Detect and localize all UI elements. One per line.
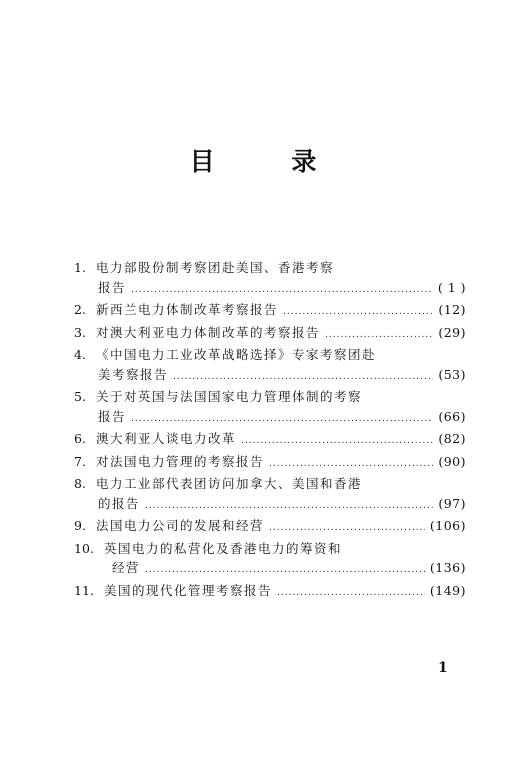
toc-entry-10-line-2[interactable] (74, 558, 466, 581)
toc-entry-title-continued: 报告 (98, 408, 127, 424)
leader-dots (277, 584, 425, 604)
toc-page-ref: (12) (438, 302, 466, 317)
leader-dots (325, 326, 433, 346)
toc-entry-10-line-1 (74, 539, 466, 559)
toc-entry-9[interactable] (74, 516, 466, 539)
toc-page-ref: (136) (429, 560, 466, 575)
page-number: 1 (438, 660, 448, 676)
toc-page-ref: (53) (438, 366, 466, 382)
leader-dots (269, 455, 433, 475)
toc-page-ref: (29) (438, 324, 466, 340)
toc-entry-title: 《中国电力工业改革战略选择》专家考察团赴 (96, 347, 377, 362)
toc-entry-title: 对澳大利亚电力体制改革的考察报告 (96, 324, 321, 340)
toc-page-ref: (66) (438, 408, 466, 424)
toc-entry-4-line-2[interactable] (74, 365, 466, 388)
toc-entry-number: 3. (74, 324, 86, 340)
toc-entry-title-continued: 报告 (98, 279, 127, 295)
toc-entry-title: 对法国电力管理的考察报告 (96, 453, 265, 469)
toc-entry-11[interactable] (74, 581, 466, 604)
toc-entry-number: 5. (74, 389, 86, 404)
toc-page-ref: (106) (429, 518, 466, 533)
toc-entry-3[interactable] (74, 323, 466, 346)
leader-dots (269, 519, 425, 539)
toc-entry-number: 6. (74, 431, 86, 446)
table-of-contents (74, 258, 466, 603)
toc-entry-title: 澳大利亚人谈电力改革 (96, 431, 237, 446)
toc-page-ref: ( 1 ) (437, 279, 466, 295)
toc-entry-2[interactable] (74, 300, 466, 323)
toc-entry-4-line-1 (74, 345, 466, 365)
toc-entry-number: 1. (74, 260, 86, 275)
toc-entry-title: 关于对英国与法国国家电力管理体制的考察 (96, 389, 363, 404)
toc-entry-title: 电力部股份制考察团赴美国、香港考察 (96, 260, 335, 275)
leader-dots (241, 432, 433, 452)
leader-dots (173, 368, 433, 388)
leader-dots (283, 303, 433, 323)
toc-entry-number: 9. (74, 518, 86, 533)
toc-page-ref: (149) (429, 582, 466, 598)
toc-entry-title: 英国电力的私营化及香港电力的筹资和 (104, 540, 343, 556)
leader-dots (145, 561, 425, 581)
toc-entry-title-continued: 的报告 (98, 495, 141, 511)
toc-entry-8-line-2[interactable] (74, 494, 466, 517)
toc-entry-7[interactable] (74, 452, 466, 475)
toc-entry-5-line-2[interactable] (74, 407, 466, 430)
toc-entry-number: 7. (74, 453, 86, 469)
toc-entry-title: 新西兰电力体制改革考察报告 (96, 302, 279, 317)
toc-entry-title: 电力工业部代表团访问加拿大、美国和香港 (96, 476, 363, 491)
toc-entry-number: 8. (74, 476, 86, 491)
toc-entry-5-line-1 (74, 387, 466, 407)
toc-entry-1-line-2[interactable] (74, 278, 466, 301)
toc-entry-1-line-1 (74, 258, 466, 278)
toc-entry-title-continued: 美考察报告 (98, 366, 169, 382)
toc-entry-8-line-1 (74, 474, 466, 494)
page-title: 目 录 (189, 147, 351, 176)
leader-dots (145, 497, 433, 517)
toc-entry-number: 2. (74, 302, 86, 317)
leader-dots (131, 281, 433, 301)
toc-entry-title-continued: 经营 (112, 560, 141, 575)
toc-entry-number: 4. (74, 347, 86, 362)
toc-page-ref: (82) (438, 431, 466, 446)
toc-entry-number: 11. (74, 582, 94, 598)
toc-page-ref: (90) (438, 453, 466, 469)
toc-entry-number: 10. (74, 540, 94, 556)
leader-dots (131, 410, 433, 430)
toc-page-ref: (97) (438, 495, 466, 511)
toc-entry-6[interactable] (74, 429, 466, 452)
toc-entry-title: 法国电力公司的发展和经营 (96, 518, 265, 533)
toc-entry-title: 美国的现代化管理考察报告 (104, 582, 273, 598)
